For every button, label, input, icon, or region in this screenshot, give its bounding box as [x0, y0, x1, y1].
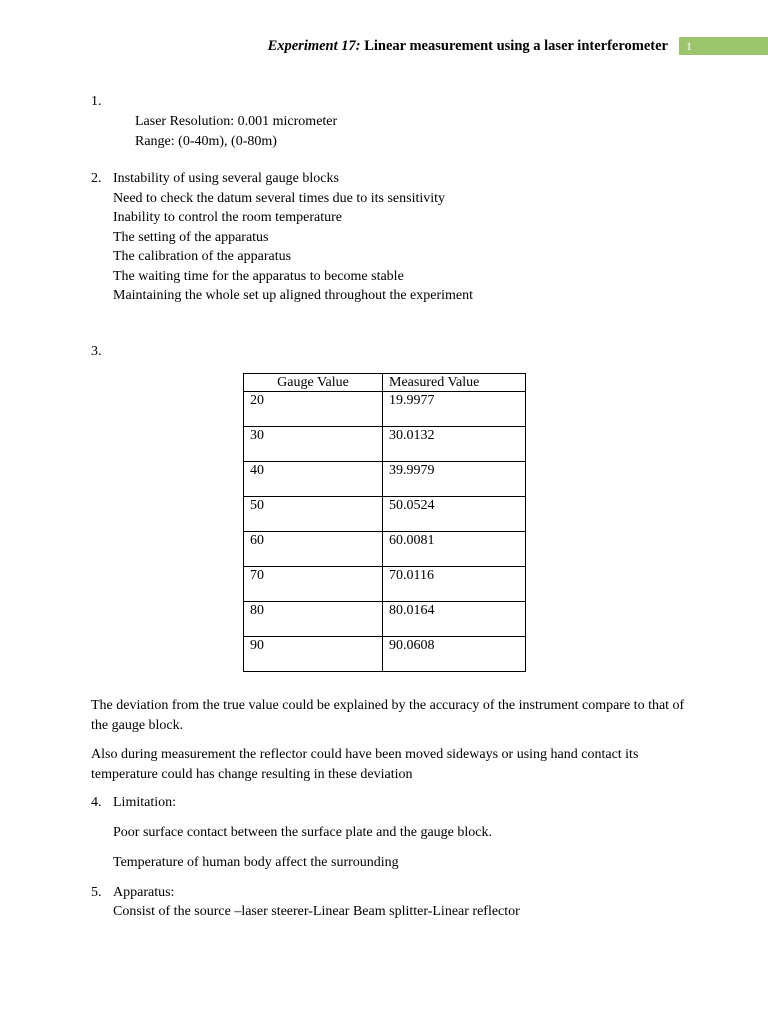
q2-line: Maintaining the whole set up aligned throughout the experiment	[113, 288, 474, 303]
q4-number: 4.	[91, 795, 102, 810]
page-number-tab: 1	[679, 37, 768, 55]
q3-number: 3.	[91, 344, 102, 359]
q5-label: Apparatus:	[113, 885, 175, 900]
q4-line: Poor surface contact between the surface plate and the gauge block.	[113, 825, 492, 840]
gauge-value-cell: 30	[244, 427, 383, 462]
table-row	[244, 392, 526, 427]
gauge-value-cell: 40	[244, 462, 383, 497]
gauge-value-cell: 80	[244, 602, 383, 637]
measured-value-cell: 50.0524	[383, 497, 526, 532]
table-row	[244, 427, 526, 462]
q1-number: 1.	[91, 94, 102, 109]
table-row	[244, 532, 526, 567]
gauge-value-cell: 90	[244, 637, 383, 672]
gauge-measurement-table	[243, 373, 526, 672]
q2-line: Inability to control the room temperature	[113, 210, 342, 225]
q3-paragraph: Also during measurement the reflector could have been moved sideways or using hand contact its temperature could has change resulting in these deviation	[91, 747, 639, 782]
measured-value-cell: 90.0608	[383, 637, 526, 672]
table-header-row	[244, 374, 526, 392]
q2-line: Need to check the datum several times due to its sensitivity	[113, 190, 446, 206]
q2-answer	[113, 169, 473, 306]
experiment-title: Linear measurement using a laser interferometer	[364, 38, 668, 54]
q5-number: 5.	[91, 885, 102, 900]
q2-line: The waiting time for the apparatus to become stable	[113, 268, 404, 284]
q3-paragraph: The deviation from the true value could be explained by the accuracy of the instrument compare to that of the gauge block.	[91, 698, 685, 733]
gauge-value-cell: 20	[244, 392, 383, 427]
q2-line: The calibration of the apparatus	[113, 249, 292, 264]
q1-line: Range: (0-40m), (0-80m)	[135, 133, 277, 149]
q1-line: Laser Resolution: 0.001 micrometer	[135, 114, 338, 129]
page-header	[0, 37, 668, 57]
table-row	[244, 637, 526, 672]
q2-line: The setting of the apparatus	[113, 229, 269, 245]
gauge-value-cell: 50	[244, 497, 383, 532]
q2-number: 2.	[91, 171, 102, 186]
measured-value-cell: 30.0132	[383, 427, 526, 462]
measured-value-cell: 60.0081	[383, 532, 526, 567]
q1-answer	[135, 112, 337, 151]
q5-line: Consist of the source –laser steerer-Linear Beam splitter-Linear reflector	[113, 904, 520, 919]
measured-value-cell: 39.9979	[383, 462, 526, 497]
column-header-measured-value: Measured Value	[383, 374, 526, 392]
q2-line: Instability of using several gauge blocks	[113, 171, 339, 186]
q4-label: Limitation:	[113, 795, 176, 810]
table-row	[244, 567, 526, 602]
experiment-number: Experiment 17:	[267, 38, 361, 54]
column-header-gauge-value: Gauge Value	[244, 374, 383, 392]
q4-line: Temperature of human body affect the surrounding	[113, 855, 399, 870]
measured-value-cell: 70.0116	[383, 567, 526, 602]
gauge-value-cell: 60	[244, 532, 383, 567]
measured-value-cell: 80.0164	[383, 602, 526, 637]
table-row	[244, 462, 526, 497]
measured-value-cell: 19.9977	[383, 392, 526, 427]
table-row	[244, 602, 526, 637]
gauge-value-cell: 70	[244, 567, 383, 602]
table-row	[244, 497, 526, 532]
